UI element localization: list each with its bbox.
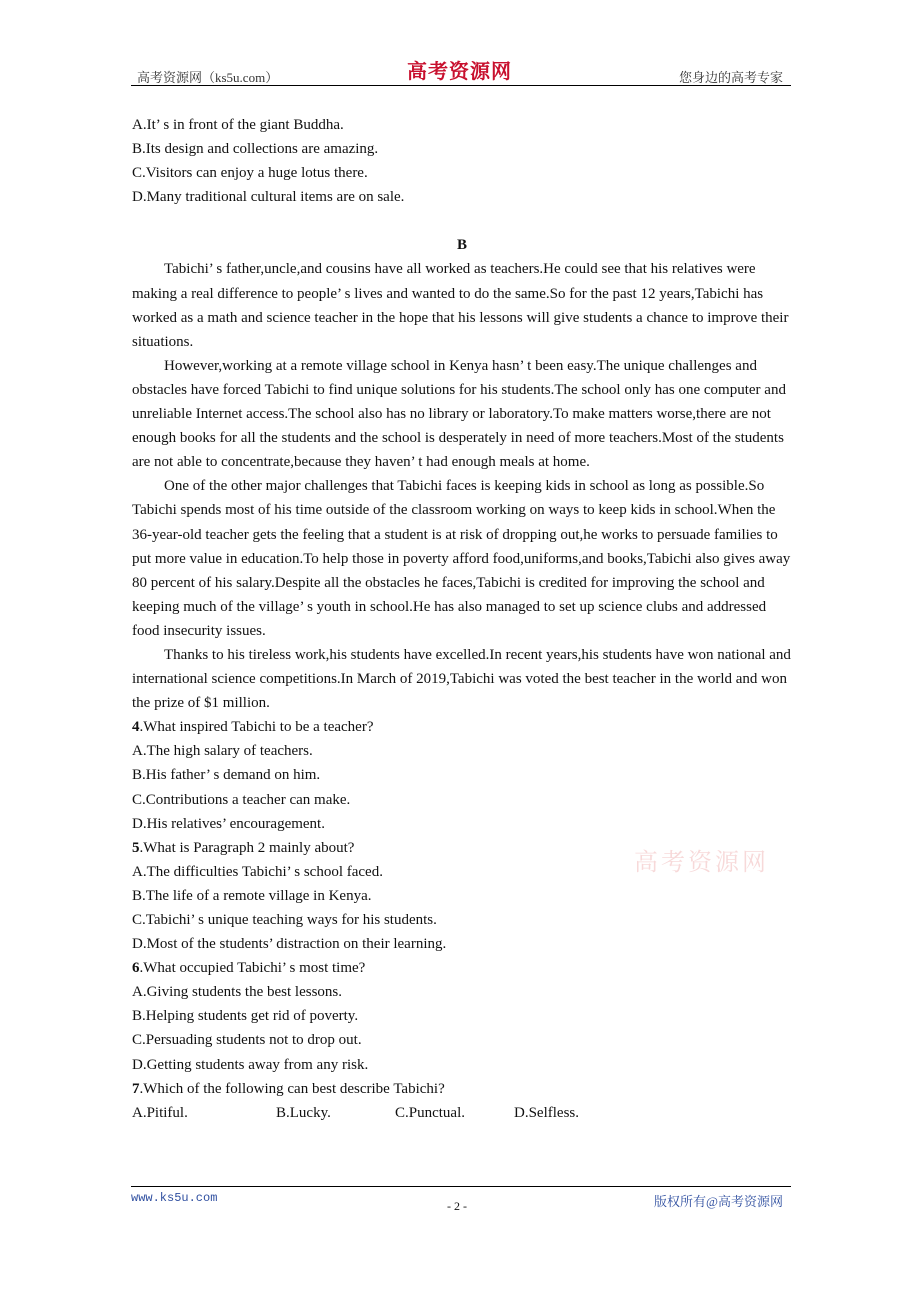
question-number: 5 [132, 839, 140, 856]
q6-option-d: D.Getting students away from any risk. [132, 1056, 369, 1073]
paragraph-1: Tabichi’ s father,uncle,and cousins have all worked as teachers.He could see that his relatives were making a real difference to people’ s lives and wanted to do the same.So for the past 12 years,Tabichi has worked as a math and science teacher in the hope that his lessons will give students a chance to improve their situations. [132, 261, 789, 350]
page-number: - 2 - [447, 1199, 467, 1213]
section-title: B [456, 237, 467, 254]
document-body [132, 113, 792, 1125]
prev-option-a: A.It’ s in front of the giant Buddha. [132, 117, 344, 133]
watermark: 高考资源网 [634, 848, 769, 876]
question-number: 4 [132, 719, 140, 736]
q7-options-row [132, 1101, 792, 1125]
footer-site-link[interactable]: www.ks5u.com [131, 1191, 218, 1205]
q7-option-d: D.Selfless. [514, 1104, 579, 1121]
footer-divider [131, 1186, 791, 1187]
q5-option-c: C.Tabichi’ s unique teaching ways for his students. [132, 912, 437, 928]
question-text: .What occupied Tabichi’ s most time? [139, 960, 366, 977]
question-6 [132, 956, 792, 980]
prev-option-d: D.Many traditional cultural items are on sale. [132, 189, 405, 206]
q6-option-a: A.Giving students the best lessons. [132, 984, 342, 1001]
header-divider [131, 85, 791, 86]
q6-option-b: B.Helping students get rid of poverty. [132, 1008, 359, 1025]
q7-option-b: B.Lucky. [276, 1104, 331, 1121]
question-7 [132, 1077, 792, 1101]
q5-option-a: A.The difficulties Tabichi’ s school faced. [132, 863, 383, 880]
header-slogan: 您身边的高考专家 [678, 70, 783, 85]
page-header [131, 52, 791, 88]
q4-option-d: D.His relatives’ encouragement. [132, 815, 325, 832]
header-logo: 高考资源网 [407, 59, 512, 83]
q5-option-d: D.Most of the students’ distraction on their learning. [132, 936, 447, 953]
question-text: .Which of the following can best describe Tabichi? [139, 1080, 445, 1097]
footer-copyright: 版权所有@高考资源网 [654, 1194, 783, 1209]
question-4 [132, 715, 792, 739]
question-number: 6 [132, 960, 140, 977]
question-text: .What inspired Tabichi to be a teacher? [139, 719, 374, 736]
paragraph-2: However,working at a remote village school in Kenya hasn’ t been easy.The unique challenges and obstacles have forced Tabichi to find unique solutions for his students.The school only has one computer and unreliable Internet access.The school also has no library or laboratory.To make matters worse,there are not enough books for all the students and the school is desperately in need of more teachers.Most of the students are not able to concentrate,because they haven’ t had enough meals at home. [132, 357, 786, 471]
prev-option-b: B.Its design and collections are amazing. [132, 141, 379, 158]
question-text: .What is Paragraph 2 mainly about? [139, 839, 355, 856]
prev-option-c: C.Visitors can enjoy a huge lotus there. [132, 165, 368, 182]
page-footer [131, 1186, 791, 1226]
q7-option-c: C.Punctual. [395, 1104, 465, 1121]
question-number: 7 [132, 1080, 140, 1097]
q4-option-b: B.His father’ s demand on him. [132, 767, 321, 784]
q5-option-b: B.The life of a remote village in Kenya. [132, 887, 372, 904]
paragraph-3: One of the other major challenges that Tabichi faces is keeping kids in school as long as possible.So Tabichi spends most of his time outside of the classroom working on ways to keep kids in school.When the 36-year-old teacher gets the feeling that a student is at risk of dropping out,he works to persuade families to put more value in education.To help those in poverty afford food,uniforms,and books,Tabichi also gives away 80 percent of his salary.Despite all the obstacles he faces,Tabichi is credited for improving the school and keeping much of the village’ s youth in school.He has also managed to set up science clubs and addressed food insecurity issues. [132, 478, 791, 639]
header-site-name: 高考资源网（ks5u.com） [137, 70, 279, 85]
q7-option-a: A.Pitiful. [132, 1104, 188, 1121]
q4-option-a: A.The high salary of teachers. [132, 743, 313, 760]
paragraph-4: Thanks to his tireless work,his students have excelled.In recent years,his students have won national and international science competitions.In March of 2019,Tabichi was voted the best teacher in the world and won the prize of $1 million. [132, 646, 791, 712]
q6-option-c: C.Persuading students not to drop out. [132, 1032, 362, 1049]
q4-option-c: C.Contributions a teacher can make. [132, 791, 351, 808]
